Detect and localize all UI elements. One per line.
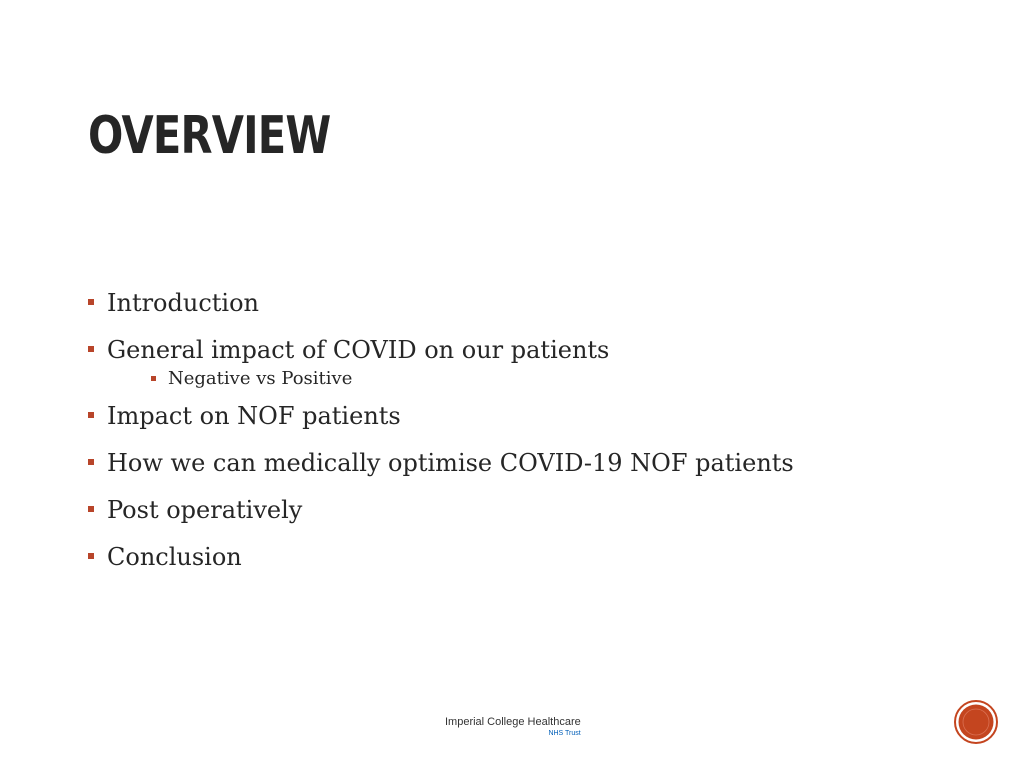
bullet-item bbox=[86, 333, 794, 391]
bullet-marker-icon bbox=[88, 459, 94, 465]
bullet-text: Conclusion bbox=[107, 543, 242, 571]
footer-logo bbox=[445, 716, 581, 738]
bullet-item bbox=[86, 286, 794, 320]
footer-org-name: Imperial College Healthcare bbox=[445, 716, 581, 728]
bullet-item bbox=[86, 399, 794, 433]
bullet-marker-icon bbox=[88, 553, 94, 559]
bullet-text: Post operatively bbox=[107, 496, 303, 524]
bullet-item bbox=[86, 493, 794, 527]
sub-bullet-list bbox=[107, 367, 794, 391]
sub-bullet-text: Negative vs Positive bbox=[168, 368, 353, 389]
bullet-item bbox=[86, 540, 794, 574]
bullet-text: General impact of COVID on our patients bbox=[107, 336, 610, 364]
footer-trust-name: NHS Trust bbox=[548, 730, 581, 737]
bullet-item bbox=[86, 446, 794, 480]
bullet-marker-icon bbox=[88, 299, 94, 305]
bullet-text: How we can medically optimise COVID-19 NOF patients bbox=[107, 449, 794, 477]
slide-title: OVERVIEW bbox=[88, 106, 331, 166]
bullet-marker-icon bbox=[88, 346, 94, 352]
sub-bullet-marker-icon bbox=[151, 376, 156, 381]
bullet-text: Impact on NOF patients bbox=[107, 402, 401, 430]
bullet-list bbox=[86, 286, 794, 587]
bullet-text: Introduction bbox=[107, 289, 259, 317]
circle-badge-icon bbox=[954, 700, 998, 744]
bullet-marker-icon bbox=[88, 412, 94, 418]
bullet-marker-icon bbox=[88, 506, 94, 512]
sub-bullet-item bbox=[107, 367, 794, 391]
